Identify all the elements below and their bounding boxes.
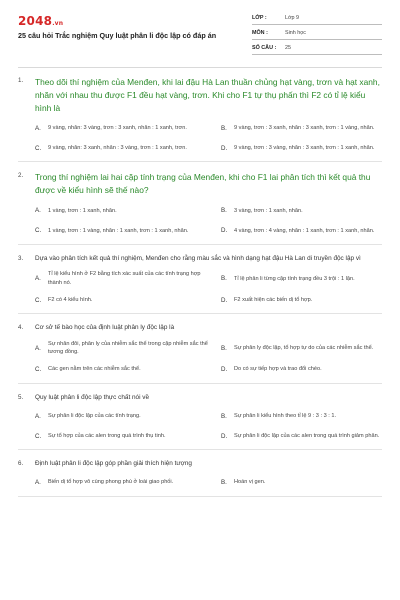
meta-value: Lớp 9 — [285, 15, 300, 21]
question-text: Cơ sở tế bào học của định luật phân ly độc lập là — [35, 324, 175, 332]
option-a[interactable] — [35, 340, 221, 357]
option-text: 9 vàng, nhăn: 3 vàng, trơn : 3 xanh, nhăn : 1 xanh, trơn. — [48, 125, 187, 132]
header-divider — [18, 67, 382, 68]
option-b[interactable] — [221, 476, 399, 490]
option-letter: C. — [35, 144, 42, 152]
question-text: Trong thí nghiệm lai hai cặp tính trạng của Menđen, khi cho F1 lai phân tích thì kết quả thu được về kiểu hình sẽ thế nào? — [35, 172, 371, 196]
option-letter: B. — [221, 412, 227, 420]
document-title: 25 câu hỏi Trắc nghiệm Quy luật phân li độc lập có đáp án — [18, 31, 217, 40]
question-text: Dựa vào phân tích kết quả thí nghiệm, Menđen cho rằng màu sắc và hình dạng hạt đậu Hà Lan di truyền độc lập vì — [35, 254, 361, 262]
option-b[interactable] — [221, 270, 399, 287]
logo-domain: .vn — [52, 20, 64, 27]
option-c[interactable] — [35, 293, 221, 307]
option-text: Biến dị tổ hợp vô cùng phong phú ở loài giao phối. — [48, 479, 174, 486]
option-text: 9 vàng, nhăn: 3 xanh, nhăn : 3 vàng, trơn : 1 xanh, trơn. — [48, 145, 187, 152]
question-6 — [18, 459, 382, 497]
question-number: 4. — [18, 324, 24, 332]
option-c[interactable] — [35, 224, 221, 238]
option-letter: C. — [35, 366, 42, 374]
option-b[interactable] — [221, 409, 399, 423]
answer-options — [18, 204, 382, 238]
option-text: 9 vàng, trơn : 3 xanh, nhăn : 3 xanh, trơn : 1 vàng, nhăn. — [234, 125, 375, 132]
option-text: Các gen nằm trên các nhiễm sắc thể. — [48, 366, 141, 373]
question-number: 1. — [18, 77, 24, 84]
option-text: 1 vàng, trơn : 1 vàng, nhăn : 1 xanh, trơn : 1 xanh, nhăn. — [48, 227, 189, 234]
option-letter: B. — [221, 275, 227, 283]
option-b[interactable] — [221, 121, 399, 135]
option-b[interactable] — [221, 340, 399, 357]
option-d[interactable] — [221, 363, 399, 377]
site-logo[interactable] — [18, 14, 63, 28]
option-d[interactable] — [221, 293, 399, 307]
option-letter: C. — [35, 227, 42, 235]
option-letter: B. — [221, 124, 227, 132]
option-text: 4 vàng, trơn : 4 vàng, nhăn : 1 xanh, trơn : 1 xanh, nhăn. — [234, 227, 375, 234]
question-1 — [18, 76, 382, 162]
option-text: Sự phân ly độc lập, tổ hợp tự do của các nhiễm sắc thể. — [234, 345, 374, 351]
question-text: Theo dõi thí nghiệm của Menđen, khi lai đậu Hà Lan thuần chủng hạt vàng, trơn và hạt xanh, nhăn với nhau thu được F1 đều hạt vàng, trơn. Khi cho F1 tự thụ phấn thì F2 có tỉ lệ kiểu hình là — [35, 77, 380, 113]
option-a[interactable] — [35, 476, 221, 490]
option-text: Hoán vị gen. — [234, 479, 266, 486]
question-number: 5. — [18, 393, 24, 401]
question-number: 2. — [18, 172, 24, 180]
question-text: Định luật phân li độc lập góp phần giải thích hiện tượng — [35, 460, 192, 468]
option-letter: B. — [221, 344, 227, 352]
option-letter: D. — [221, 366, 228, 374]
option-letter: D. — [221, 432, 228, 440]
answer-options — [18, 409, 382, 443]
question-text: Quy luật phân li độc lập thực chất nói về — [35, 393, 150, 401]
option-text: 1 vàng, trơn : 1 xanh, nhăn. — [48, 207, 117, 214]
option-a[interactable] — [35, 204, 221, 218]
document-meta — [252, 12, 382, 57]
meta-label: SỐ CÂU : — [252, 45, 277, 51]
meta-question-count — [252, 42, 382, 55]
option-text: Sự phân li độc lập của các tính trạng. — [48, 412, 141, 419]
answer-options — [18, 340, 382, 377]
option-c[interactable] — [35, 141, 221, 155]
option-letter: A. — [35, 412, 41, 420]
meta-label: LỚP : — [252, 15, 267, 21]
option-a[interactable] — [35, 121, 221, 135]
meta-label: MÔN : — [252, 30, 268, 36]
meta-subject — [252, 27, 382, 40]
question-3 — [18, 254, 382, 314]
option-text: F2 xuất hiện các biến dị tổ hợp. — [234, 297, 313, 304]
answer-options — [18, 270, 382, 307]
option-letter: A. — [35, 479, 41, 487]
option-letter: A. — [35, 275, 41, 283]
option-text: Sự phân li độc lập của các alen trong quá trình giảm phân. — [234, 432, 380, 439]
option-text: Tỉ lệ kiểu hình ở F2 bằng tích xác suất của các tính trạng hợp thành nó. — [48, 271, 201, 286]
option-d[interactable] — [221, 429, 399, 443]
option-letter: A. — [35, 207, 41, 215]
option-text: 9 vàng, trơn : 3 vàng, nhăn : 3 xanh, trơn : 1 xanh, nhăn. — [234, 145, 375, 152]
option-c[interactable] — [35, 363, 221, 377]
option-c[interactable] — [35, 429, 221, 443]
answer-options — [18, 121, 382, 155]
option-letter: A. — [35, 344, 41, 352]
logo-main: 2048 — [18, 14, 53, 28]
option-letter: D. — [221, 227, 228, 235]
option-d[interactable] — [221, 141, 399, 155]
option-letter: A. — [35, 124, 41, 132]
option-d[interactable] — [221, 224, 399, 238]
option-letter: D. — [221, 296, 228, 304]
option-letter: C. — [35, 296, 42, 304]
option-letter: B. — [221, 479, 227, 487]
option-letter: C. — [35, 432, 42, 440]
option-a[interactable] — [35, 270, 221, 287]
option-letter: D. — [221, 144, 228, 152]
meta-value: 25 — [285, 45, 291, 51]
option-text: Sự tổ hợp của các alen trong quá trình thụ tinh. — [48, 432, 166, 439]
question-4 — [18, 323, 382, 383]
question-number: 3. — [18, 254, 24, 262]
option-text: 3 vàng, trơn : 1 xanh, nhăn. — [234, 207, 303, 214]
option-letter: B. — [221, 207, 227, 215]
option-text: Tỉ lệ phân li từng cặp tính trạng đều 3 trội : 1 lặn. — [234, 275, 355, 282]
question-number: 6. — [18, 460, 24, 468]
option-text: F2 có 4 kiểu hình. — [48, 297, 93, 304]
option-text: Do có sự tiếp hợp và trao đổi chéo. — [234, 366, 322, 373]
answer-options — [18, 476, 382, 490]
question-list — [18, 76, 382, 506]
option-a[interactable] — [35, 409, 221, 423]
meta-class — [252, 12, 382, 25]
option-text: Sự nhân đôi, phân ly của nhiễm sắc thể trong cặp nhiễm sắc thể tương đồng. — [48, 340, 208, 356]
question-5 — [18, 393, 382, 451]
option-b[interactable] — [221, 204, 399, 218]
meta-value: Sinh học — [285, 30, 306, 36]
option-text: Sự phân li kiểu hình theo tỉ lệ 9 : 3 : 3 : 1. — [234, 412, 337, 419]
question-2 — [18, 171, 382, 245]
